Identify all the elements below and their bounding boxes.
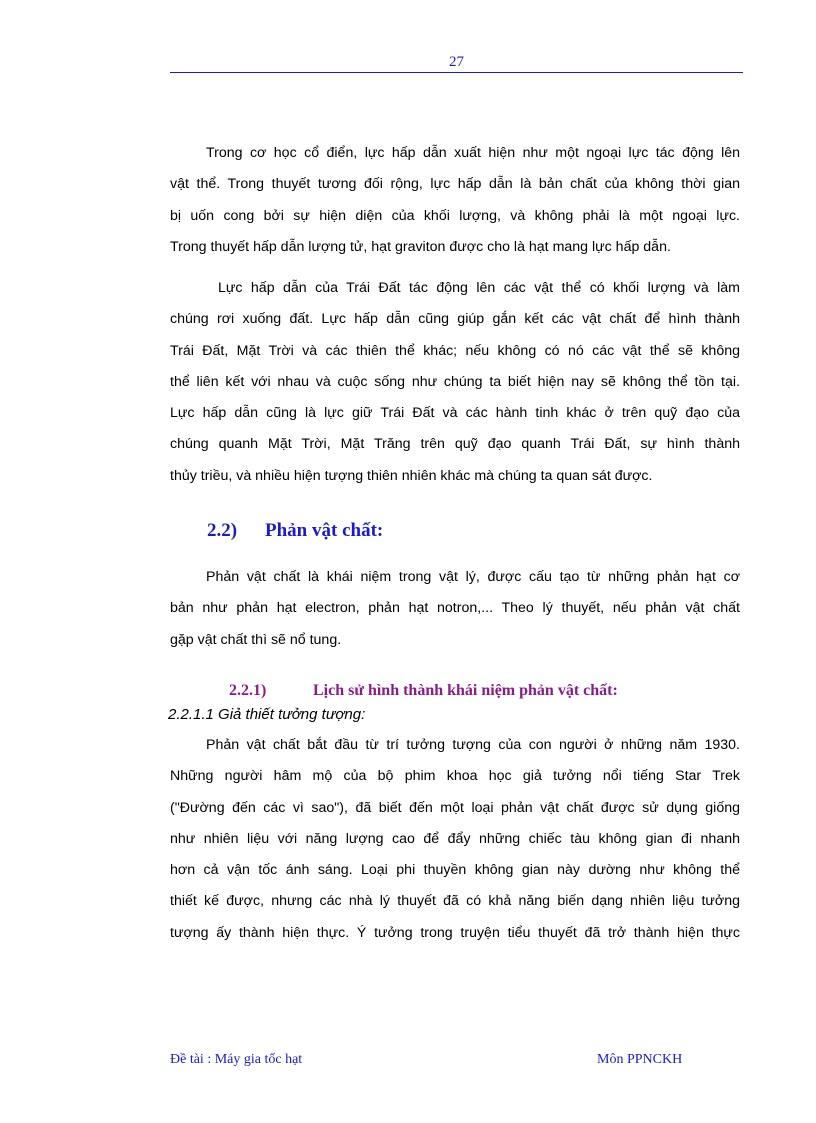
text-line: chúng quanh Mặt Trời, Mặt Trăng trên quỹ đạo quanh Trái Đất, sự hình thành (170, 436, 740, 453)
section-heading-2-2-1 (229, 682, 618, 700)
section-number: 2.2) (207, 520, 238, 541)
paragraph-antimatter-history (170, 730, 740, 949)
paragraph-earth-gravity (170, 273, 740, 492)
text-line: thiết kế được, nhưng các nhà lý thuyết đã có khả năng biến dạng nhiên liệu tưởng (170, 893, 740, 910)
section-heading-2-2-1-1: 2.2.1.1 Giả thiết tưởng tượng: (168, 706, 366, 723)
footer-course: Môn PPNCKH (597, 1052, 683, 1067)
text-line: Phản vật chất bắt đầu từ trí tưởng tượng của con người ở những năm 1930. (206, 737, 740, 753)
section-heading-2-2 (207, 520, 383, 542)
text-line: ("Đường đến các vì sao"), đã biết đến một loại phản vật chất được sử dụng giống (170, 799, 740, 816)
header-rule (170, 72, 743, 73)
text-line: Trái Đất, Mặt Trời và các thiên thể khác; nếu không có nó các vật thể sẽ không (170, 342, 740, 359)
text-line: gặp vật chất thì sẽ nổ tung. (170, 631, 342, 648)
text-line: Lực hấp dẫn cũng là lực giữ Trái Đất và các hành tinh khác ở trên quỹ đạo của (170, 405, 740, 422)
section-number: 2.2.1) (229, 682, 267, 699)
text-line: bị uốn cong bởi sự hiện diện của khối lượng, và không phải là một ngoại lực. (170, 207, 740, 224)
paragraph-gravity-theories (170, 138, 740, 263)
text-line: vật thể. Trong thuyết tương đối rộng, lực hấp dẫn là bản chất của không thời gian (170, 176, 740, 193)
text-line: chúng rơi xuống đất. Lực hấp dẫn cũng giúp gắn kết các vật chất để hình thành (170, 311, 740, 328)
text-line: tượng ấy thành hiện thực. Ý tưởng trong truyện tiểu thuyết đã trở thành hiện thực (170, 924, 740, 941)
section-title: Lịch sử hình thành khái niệm phản vật chất: (313, 682, 618, 699)
text-line: Phản vật chất là khái niệm trong vật lý, được cấu tạo từ những phản hạt cơ (206, 569, 740, 585)
text-line: thể liên kết với nhau và cuộc sống như chúng ta biết hiện nay sẽ không thể tồn tại. (170, 373, 740, 390)
text-line: hơn cả vận tốc ánh sáng. Loại phi thuyền không gian này dường như không thể (170, 862, 740, 879)
text-line: thủy triều, và nhiều hiện tượng thiên nhiên khác mà chúng ta quan sát được. (170, 467, 653, 484)
text-line: như nhiên liệu với năng lượng cao để đẩy những chiếc tàu không gian đi nhanh (170, 830, 740, 847)
text-line: bản như phản hạt electron, phản hạt notron,... Theo lý thuyết, nếu phản vật chất (170, 600, 740, 617)
paragraph-antimatter-definition (170, 562, 740, 656)
footer-topic: Đề tài : Máy gia tốc hạt (170, 1052, 303, 1067)
page-number: 27 (449, 54, 464, 70)
text-line: Trong thuyết hấp dẫn lượng tử, hạt graviton được cho là hạt mang lực hấp dẫn. (170, 238, 671, 255)
section-title: Phản vật chất: (265, 520, 384, 541)
text-line: Lực hấp dẫn của Trái Đất tác động lên các vật thể có khối lượng và làm (218, 280, 740, 296)
text-line: Trong cơ học cổ điển, lực hấp dẫn xuất hiện như một ngoại lực tác động lên (206, 145, 740, 161)
text-line: Những người hâm mộ của bộ phim khoa học giả tưởng nổi tiếng Star Trek (170, 768, 740, 785)
